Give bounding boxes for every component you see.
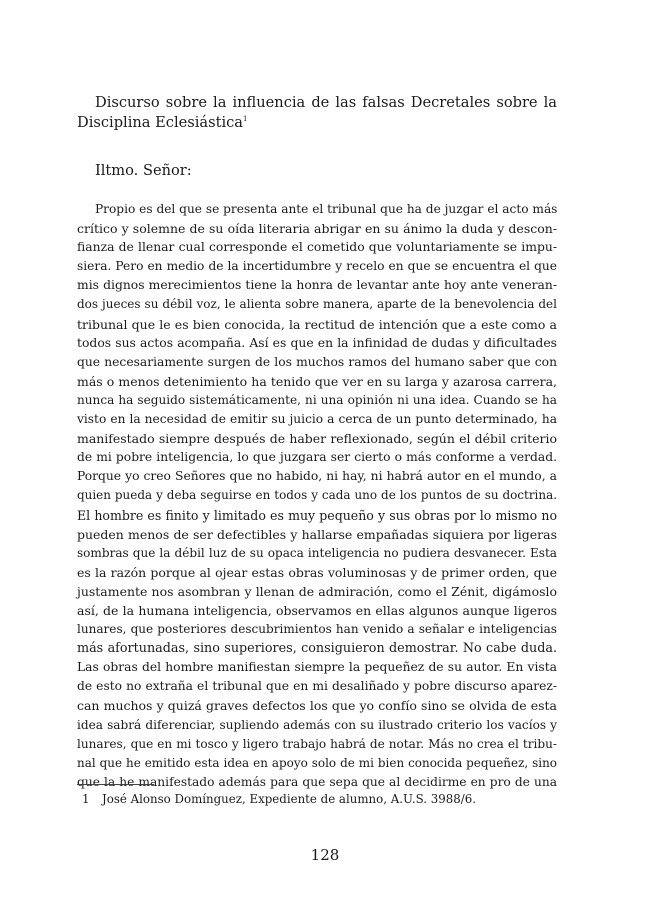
body-line: sombras que la débil luz de su opaca inteligencia no pudiera desvanecer. Esta — [77, 545, 557, 560]
body-line: fianza de llenar cual corresponde el cometido que voluntariamente se impu- — [77, 240, 557, 255]
body-line: Porque yo creo Señores que no habido, ni hay, ni habrá autor en el mundo, a — [77, 469, 557, 484]
body-line: lunares, que posteriores descubrimientos han venido a señalar e inteligencias — [77, 622, 557, 637]
body-line: Las obras del hombre manifiestan siempre la pequeñez de su autor. En vista — [77, 660, 557, 675]
footnote — [82, 791, 476, 807]
body-line: quien pueda y deba seguirse en todos y cada uno de los puntos de su doctrina. — [77, 488, 557, 503]
body-line: crítico y solemne de su oída literaria abrigar en su ánimo la duda y descon- — [77, 221, 557, 237]
body-line: así, de la humana inteligencia, observamos en ellas algunos aunque ligeros — [77, 602, 557, 618]
body-line: tribunal que le es bien conocida, la rectitud de intención que a este como a — [77, 316, 557, 332]
body-line: más afortunadas, sino superiores, consiguieron demostrar. No cabe duda. — [77, 641, 557, 657]
body-line: manifestado siempre después de haber reflexionado, según el débil criterio — [77, 431, 557, 447]
body-line: lunares, que en mi tosco y ligero trabajo habrá de notar. Más no crea el tribu- — [77, 736, 557, 751]
body-line: pueden menos de ser defectibles y hallarse empañadas siquiera por ligeras — [77, 526, 557, 542]
document-title — [77, 93, 557, 133]
page-number: 128 — [310, 846, 340, 864]
footnote-marker[interactable]: 1 — [243, 115, 248, 123]
body-line: justamente nos asombran y llenan de admiración, como el Zénit, digámoslo — [77, 583, 557, 599]
body-line: que la he manifestado además para que sepa que al decidirme en pro de una — [77, 774, 557, 789]
body-line: de mi pobre inteligencia, lo que juzgara ser cierto o más conforme a verdad. — [77, 450, 557, 465]
body-line: nal que he emitido esta idea en apoyo solo de mi bien conocida pequeñez, sino — [77, 755, 557, 770]
body-line: dos jueces su débil voz, le alienta sobre manera, aparte de la benevolencia del — [77, 297, 557, 312]
body-line: más o menos detenimiento ha tenido que ver en su larga y azarosa carrera, — [77, 373, 557, 389]
body-paragraph — [77, 200, 557, 792]
body-line: nunca ha seguido sistemáticamente, ni una opinión ni una idea. Cuando se ha — [77, 392, 557, 407]
body-line: todos sus actos acompaña. Así es que en la infinidad de dudas y dificultades — [77, 335, 557, 350]
salutation: Iltmo. Señor: — [95, 162, 192, 179]
page-content — [77, 93, 557, 792]
footnote-number: 1 — [82, 792, 90, 806]
body-line: siera. Pero en medio de la incertidumbre y recelo en que se encuentra el que — [77, 259, 557, 274]
body-line: can muchos y quizá graves defectos los que yo confío sino se olvida de esta — [77, 698, 557, 714]
body-line: mis dignos merecimientos tiene la honra de levantar ante hoy ante veneran- — [77, 278, 557, 293]
body-line: que necesariamente surgen de los muchos ramos del humano saber que con — [77, 354, 557, 369]
body-line: idea sabrá diferenciar, supliendo además con su ilustrado criterio los vacíos y — [77, 717, 557, 732]
footnote-divider — [77, 784, 154, 785]
body-line: Propio es del que se presenta ante el tribunal que ha de juzgar el acto más — [95, 202, 558, 216]
body-line: visto en la necesidad de emitir su juicio a cerca de un punto determinado, ha — [77, 412, 557, 427]
body-line: El hombre es finito y limitado es muy pequeño y sus obras por lo mismo no — [77, 507, 557, 523]
footnote-text: José Alonso Domínguez, Expediente de alumno, A.U.S. 3988/6. — [102, 792, 477, 806]
body-line: es la razón porque al ojear estas obras voluminosas y de primer orden, que — [77, 564, 557, 580]
document-title-text: Discurso sobre la influencia de las falsas Decretales sobre la Disciplina Eclesiástica — [77, 94, 557, 131]
body-line: de esto no extraña el tribunal que en mi desaliñado y pobre discurso aparez- — [77, 679, 557, 694]
